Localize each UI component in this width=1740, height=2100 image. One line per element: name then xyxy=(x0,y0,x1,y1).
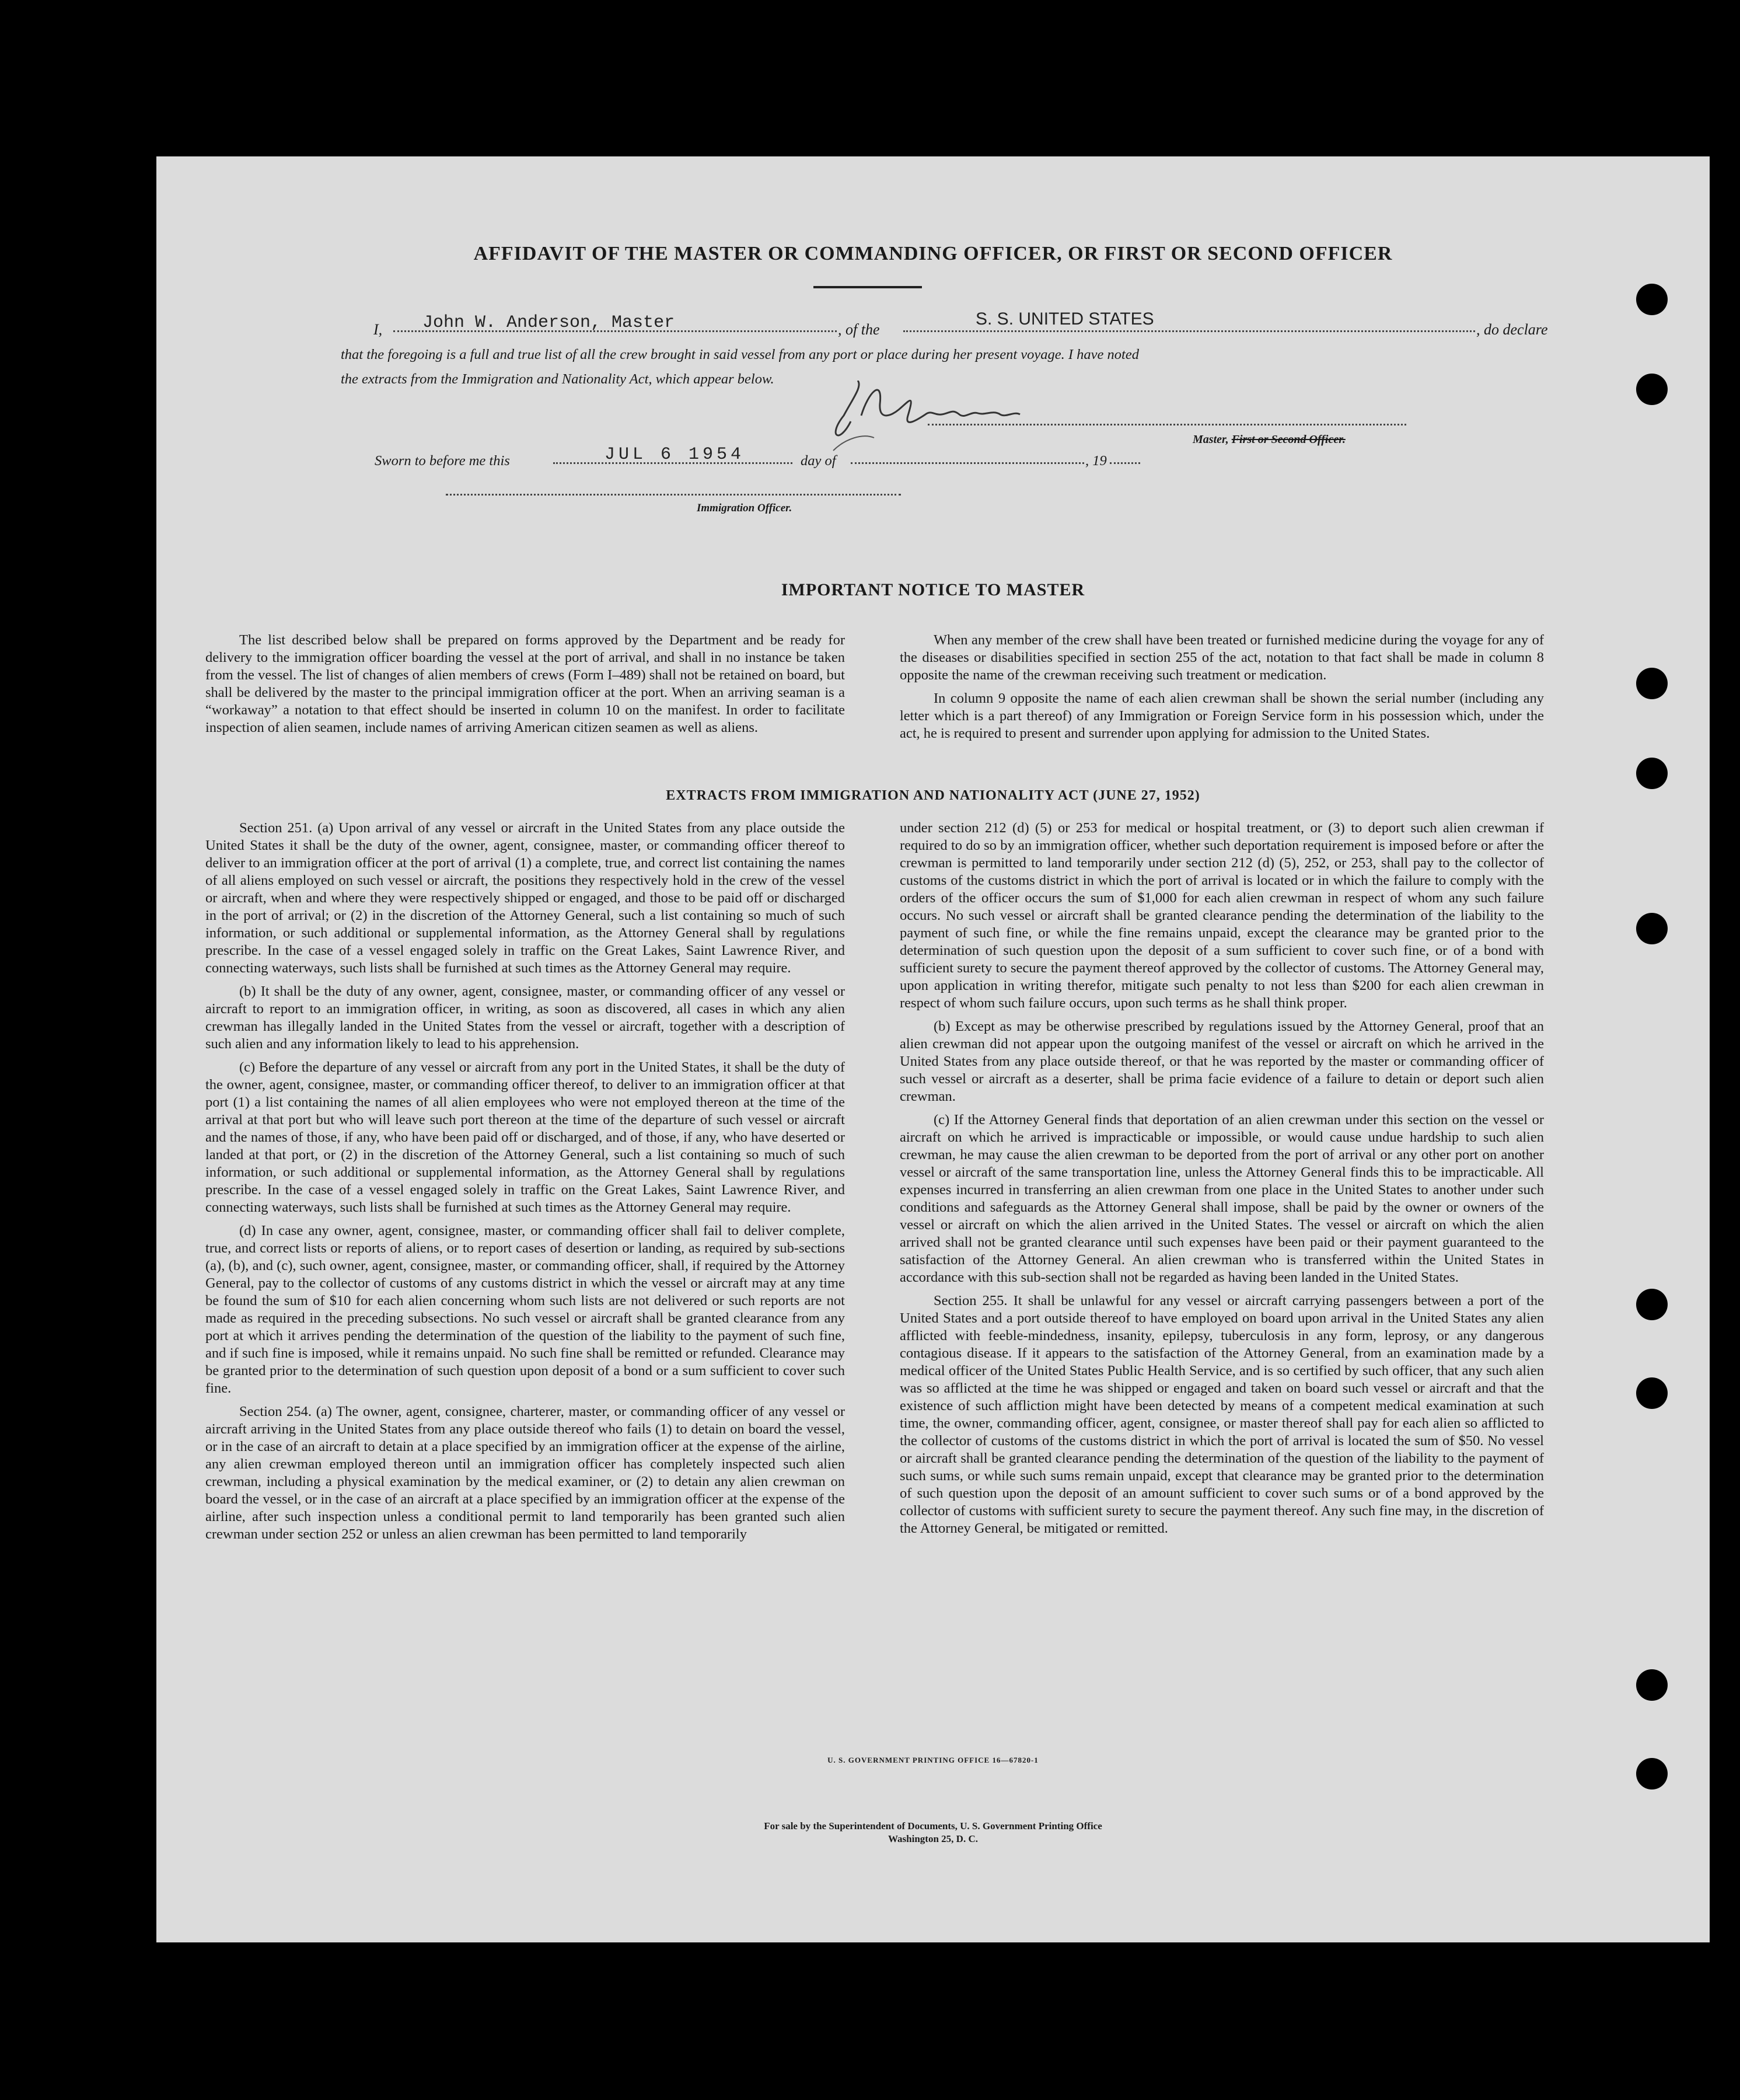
vessel-name: S. S. UNITED STATES xyxy=(976,309,1154,329)
extracts-left-column xyxy=(205,819,845,1549)
affidavit-line-3: the extracts from the Immigration and Nationality Act, which appear below. xyxy=(341,371,774,387)
section-254-a-continued: under section 212 (d) (5) or 253 for medical or hospital treatment, or (3) to deport such alien crewman if required to do so by an immigration officer, whether such deportation requirement is imposed before or after the crewman is permitted to land temporarily under section 212 (d) (5), 252, or 253, shall pay to the collector of customs of the customs district in which the port of arrival is located or in which the failure to comply with the orders of the officer occurs the sum of $1,000 for each alien crewman in respect of whom any such failure occurs. No such vessel or aircraft shall be granted clearance pending the determination of the liability to the payment of such fine, or while the fine remains unpaid, except the clearance may be granted prior to the determination of such question upon the deposit of a sum sufficient to cover such fine, or of a bond with sufficient surety to secure the payment thereof approved by the collector of customs. The Attorney General may, upon application in writing therefor, mitigate such penalty to not less than $200 for each alien crewman in respect of whom such failure occurs, upon such terms as he shall think proper. xyxy=(900,820,1544,1011)
notice-title: IMPORTANT NOTICE TO MASTER xyxy=(781,580,1085,599)
punch-hole xyxy=(1636,1377,1668,1409)
affidavit-title: AFFIDAVIT OF THE MASTER OR COMMANDING OFFICER, OR FIRST OR SECOND OFFICER xyxy=(473,243,1393,264)
section-251-d: (d) In case any owner, agent, consignee, master, or commanding officer shall fail to deliver complete, true, and correct lists or reports of aliens, or to report cases of desertion or landing, as required by sub-sections (a), (b), and (c), such owner, agent, consignee, master, or commanding officer, shall, if required by the Attorney General, pay to the collector of customs of any customs district in which the vessel or aircraft may at any time be found the sum of $10 for each alien concerning whom such lists are not delivered or such reports are not made as required in the preceding subsections. No such vessel or aircraft shall be granted clearance from any port at which it arrives pending the determination of the question of the liability to the payment of such fine, and if such fine is imposed, while it remains unpaid. No such fine shall be remitted or refunded. Clearance may be granted prior to the determination of such question upon deposit of a bond or a sum sufficient to cover such fine. xyxy=(205,1223,845,1396)
of-the-label: , of the xyxy=(838,321,880,338)
section-254-a: Section 254. (a) The owner, agent, consignee, charterer, master, or commanding officer of any vessel or aircraft arriving in the United States from any place outside thereof who fails (1) to detain on board the vessel, or in the case of an aircraft to detain at a place specified by an immigration officer at the expense of the airline, any alien crewman employed thereon until an immigration officer has completely inspected such alien crewman, including a physical examination by the medical examiner, or (2) to detain any alien crewman on board the vessel, or in the case of an aircraft at a place specified by an immigration officer at the expense of the airline, after such inspection unless a conditional permit to land temporarily has been granted such alien crewman under section 252 or unless an alien crewman has been permitted to land temporarily xyxy=(205,1404,845,1542)
extracts-right-column xyxy=(900,819,1544,1543)
notice-right-paragraph-1: When any member of the crew shall have been treated or furnished medicine during the voyage for any of the diseases or disabilities specified in section 255 of the act, notation to that fact shall be made in column 8 opposite the name of the crewman receiving such treatment or medication. xyxy=(900,632,1544,683)
i-label: I, xyxy=(373,321,383,338)
title-rule xyxy=(813,286,922,288)
section-254-b: (b) Except as may be otherwise prescribed by regulations issued by the Attorney General, proof that an alien crewman did not appear upon the outgoing manifest of the vessel or aircraft on which he arrived in the United States from any place outside thereof, or that he was reported by the master or commanding officer of such vessel or aircraft as a deserter, shall be prima facie evidence of a failure to detain or deport such alien crewman. xyxy=(900,1018,1544,1104)
day-of-label: day of xyxy=(801,453,836,469)
sale-line-2: Washington 25, D. C. xyxy=(888,1833,978,1844)
officer-line xyxy=(446,494,901,496)
section-254-c: (c) If the Attorney General finds that deportation of an alien crewman under this section on the vessel or aircraft on which he arrived is impracticable or impossible, or would cause undue hardship to such alien crewman, he may cause the alien crewman to be deported from the port of arrival or any other port on another vessel or aircraft of the same transportation line, unless the Attorney General finds this to be impracticable. All expenses incurred in transferring an alien crewman from one place in the United States to another under such conditions and safeguards as the Attorney General shall impose, shall be paid by the owner or owners of the vessel or aircraft on which the alien arrived in the United States. The vessel or aircraft on which the alien arrived shall not be granted clearance until such expenses have been paid or their payment guaranteed to the satisfaction of the Attorney General. An alien crewman who is transferred within the United States in accordance with this sub-section shall not be regarded as having been landed in the United States. xyxy=(900,1112,1544,1285)
master-signature xyxy=(827,381,1049,456)
punch-hole xyxy=(1636,758,1668,789)
gpo-imprint: U. S. GOVERNMENT PRINTING OFFICE 16—67820-1 xyxy=(827,1756,1039,1764)
section-255: Section 255. It shall be unlawful for any vessel or aircraft carrying passengers between a port of the United States and a port outside thereof to have employed on board upon arrival in the United States any alien afflicted with feeble-mindedness, insanity, epilepsy, tuberculosis in any form, leprosy, or any dangerous contagious disease. If it appears to the satisfaction of the Attorney General, from an examination made by a medical officer of the United States Public Health Service, and is so certified by such officer, that any such alien was so afflicted at the time he was shipped or engaged and taken on board such vessel or aircraft and that the existence of such affliction might have been detected by means of a competent medical examination at such time, the owner, commanding officer, agent, consignee, or master thereof shall pay for each alien so afflicted to the collector of customs of the customs district in which the port of arrival is located the sum of $50. No vessel or aircraft shall be granted clearance pending the determination of the question of the liability to the payment of such sums, or while such sums remain unpaid, except that clearance may be granted prior to the determination of such question upon the deposit of an amount sufficient to cover such sums or of a bond approved by the collector of customs with sufficient surety to secure the payment thereof. Any such fine may, in the discretion of the Attorney General, be mitigated or remitted. xyxy=(900,1293,1544,1536)
punch-hole xyxy=(1636,913,1668,944)
notice-right-paragraph-2: In column 9 opposite the name of each alien crewman shall be shown the serial number (including any letter which is a part thereof) of any Immigration or Foreign Service form in his possession which, under the act, he is required to present and surrender upon applying for admission to the United States. xyxy=(900,690,1544,741)
section-251-c: (c) Before the departure of any vessel or aircraft from any port in the United States, it shall be the duty of the owner, agent, consignee, master, or commanding officer thereof, to deliver to an immigration officer at that port (1) a list containing the names of all alien employees who were not employed thereon at the time of the arrival at that port but who will leave such port thereon at the time of the departure of such vessel or aircraft and the names of those, if any, who have been paid off or discharged, and of those, if any, who have deserted or landed at that port, or (2) in the discretion of the Attorney General, such a list containing so much of such information, or such additional or supplemental information, as the Attorney General shall by regulations prescribe. In the case of a vessel engaged solely in traffic on the Great Lakes, Saint Lawrence River, and connecting waterways, such lists shall be furnished at such times as the Attorney General may require. xyxy=(205,1059,845,1215)
punch-hole xyxy=(1636,1289,1668,1320)
year-label: , 19 xyxy=(1085,453,1107,469)
section-251-a: Section 251. (a) Upon arrival of any vessel or aircraft in the United States from any place outside the United States it shall be the duty of the owner, agent, consignee, master, or commanding officer thereof to deliver to an immigration officer at the port of arrival (1) a complete, true, and correct list containing the names of all aliens employed on such vessel or aircraft, the positions they respectively hold in the crew of the vessel or aircraft, when and where they were respectively shipped or engaged, and those to be paid off or discharged in the port of arrival; or (2) in the discretion of the Attorney General, such a list containing so much of such information, or such additional or supplemental information, as the Attorney General shall by regulations prescribe. In the case of a vessel engaged solely in traffic on the Great Lakes, Saint Lawrence River, and connecting waterways, such lists shall be furnished at such times as the Attorney General may require. xyxy=(205,820,845,976)
immigration-officer-label: Immigration Officer. xyxy=(697,502,792,514)
form-page xyxy=(156,156,1710,1942)
section-251-b: (b) It shall be the duty of any owner, agent, consignee, master, or commanding officer of any vessel or aircraft to report to an immigration officer, in writing, as soon as discovered, all cases in which any alien crewman has illegally landed in the United States from the vessel or aircraft, together with a description of such alien and any information likely to lead to his apprehension. xyxy=(205,983,845,1052)
do-declare-label: , do declare xyxy=(1476,321,1548,338)
sworn-date: JUL 6 1954 xyxy=(605,445,745,465)
year-line xyxy=(1110,462,1140,464)
notice-left-column xyxy=(205,632,845,742)
punch-hole xyxy=(1636,284,1668,315)
punch-hole xyxy=(1636,374,1668,405)
notice-left-paragraph: The list described below shall be prepared on forms approved by the Department and be ready for delivery to the immigration officer boarding the vessel at the port of arrival, and shall in no instance be taken from the vessel. The list of changes of alien members of crews (Form I–489) shall not be retained on board, but shall be delivered by the master to the principal immigration officer at the port. When an arriving seaman is a “workaway” a notation to that effect should be inserted in column 10 on the manifest. In order to facilitate inspection of alien seamen, include names of arriving American citizen seamen as well as aliens. xyxy=(205,632,845,735)
sale-notice xyxy=(156,1820,1710,1846)
sworn-label: Sworn to before me this xyxy=(375,453,510,469)
sale-line-1: For sale by the Superintendent of Documents, U. S. Government Printing Office xyxy=(764,1820,1102,1832)
notice-right-column xyxy=(900,632,1544,748)
punch-hole xyxy=(1636,668,1668,699)
vessel-line xyxy=(903,330,1475,332)
struck-officer-title: First or Second Officer. xyxy=(1231,433,1346,446)
master-title: Master, xyxy=(1193,433,1229,446)
signature-line xyxy=(928,424,1406,425)
extracts-title: EXTRACTS FROM IMMIGRATION AND NATIONALITY ACT (JUNE 27, 1952) xyxy=(666,788,1200,803)
master-label xyxy=(1193,433,1346,446)
master-name: John W. Anderson, Master xyxy=(422,313,675,333)
affidavit-line-2: that the foregoing is a full and true list of all the crew brought in said vessel from any port or place during her present voyage. I have noted xyxy=(341,347,1139,362)
month-line xyxy=(851,462,1084,464)
punch-hole xyxy=(1636,1669,1668,1701)
punch-hole xyxy=(1636,1758,1668,1789)
